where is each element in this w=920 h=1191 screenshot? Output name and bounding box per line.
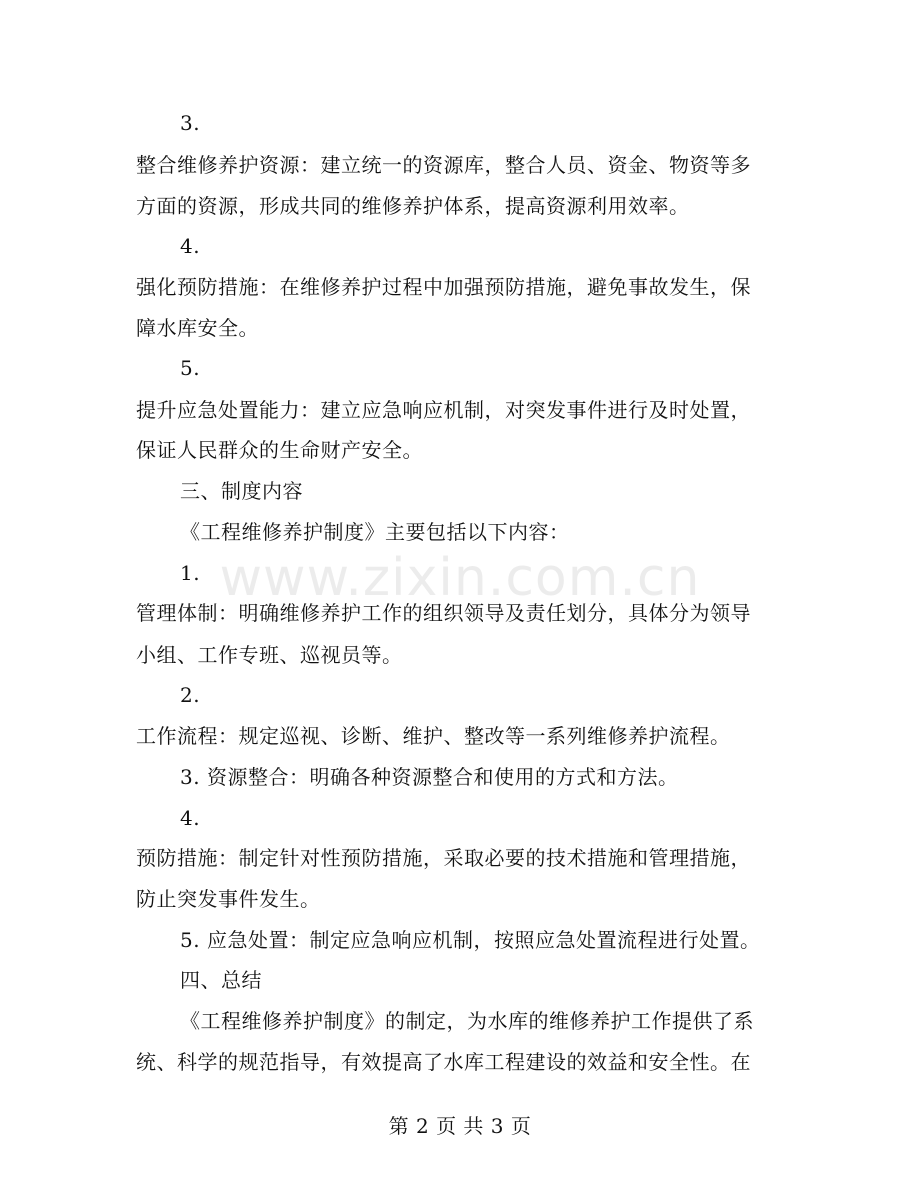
list-number: 2. xyxy=(180,683,201,707)
list-number: 3. xyxy=(180,111,201,135)
paragraph-line: 障水库安全。 xyxy=(136,316,259,340)
list-number: 1. xyxy=(180,561,201,585)
paragraph-line: 管理体制：明确维修养护工作的组织领导及责任划分，具体分为领导 xyxy=(136,601,751,625)
list-number: 4. xyxy=(180,806,201,830)
paragraph-line: 《工程维修养护制度》主要包括以下内容： xyxy=(180,520,570,544)
list-item: 5. 应急处置：制定应急响应机制，按照应急处置流程进行处置。 xyxy=(180,928,761,952)
section-heading: 四、总结 xyxy=(180,968,262,992)
paragraph-line: 《工程维修养护制度》的制定，为水库的维修养护工作提供了系 xyxy=(180,1009,754,1033)
paragraph-line: 整合维修养护资源：建立统一的资源库，整合人员、资金、物资等多 xyxy=(136,153,751,177)
paragraph-line: 小组、工作专班、巡视员等。 xyxy=(136,643,403,667)
paragraph-line: 保证人民群众的生命财产安全。 xyxy=(136,438,423,462)
list-number: 5. xyxy=(180,356,201,380)
paragraph-line: 统、科学的规范指导，有效提高了水库工程建设的效益和安全性。在 xyxy=(136,1050,751,1074)
paragraph-line: 预防措施：制定针对性预防措施，采取必要的技术措施和管理措施， xyxy=(136,846,751,870)
paragraph-line: 提升应急处置能力：建立应急响应机制，对突发事件进行及时处置， xyxy=(136,398,751,422)
paragraph-line: 工作流程：规定巡视、诊断、维护、整改等一系列维修养护流程。 xyxy=(136,724,731,748)
paragraph-line: 强化预防措施：在维修养护过程中加强预防措施，避免事故发生，保 xyxy=(136,275,751,299)
list-number: 4. xyxy=(180,234,201,258)
list-item: 3. 资源整合：明确各种资源整合和使用的方式和方法。 xyxy=(180,765,679,789)
watermark: www.zixin.com.cn xyxy=(219,548,701,608)
page-footer: 第 2 页 共 3 页 xyxy=(388,1114,532,1138)
paragraph-line: 防止突发事件发生。 xyxy=(136,887,321,911)
paragraph-line: 方面的资源，形成共同的维修养护体系，提高资源利用效率。 xyxy=(136,194,690,218)
section-heading: 三、制度内容 xyxy=(180,479,303,503)
